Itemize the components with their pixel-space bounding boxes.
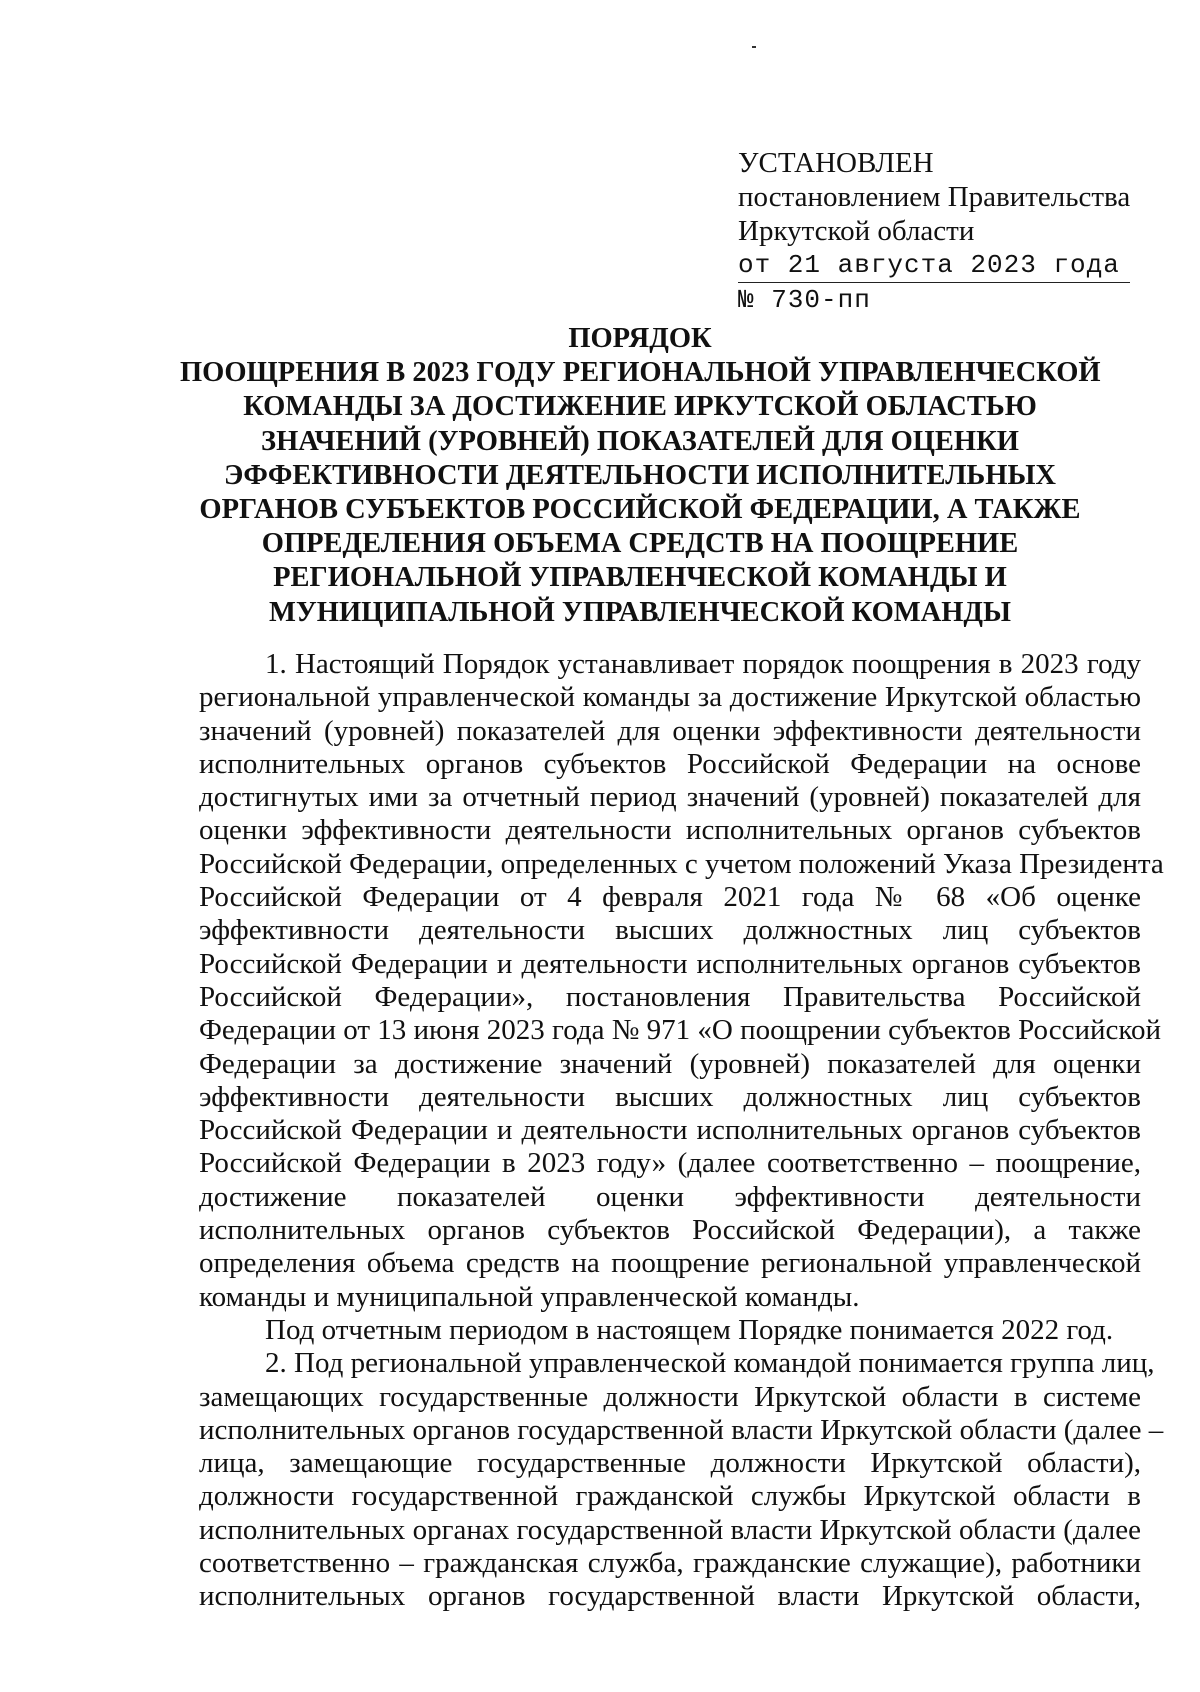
title-line: ПОРЯДОК bbox=[568, 323, 712, 354]
title-line: ЭФФЕКТИВНОСТИ ДЕЯТЕЛЬНОСТИ ИСПОЛНИТЕЛЬНЫХ bbox=[223, 459, 1057, 491]
paragraph-1-line: 1. Настоящий Порядок устанавливает порядок поощрения в 2023 году bbox=[265, 648, 1141, 680]
approval-date-line bbox=[738, 248, 1138, 283]
title-line: ПООЩРЕНИЯ В 2023 ГОДУ РЕГИОНАЛЬНОЙ УПРАВЛЕНЧЕСКОЙ bbox=[180, 357, 1101, 389]
approval-line: постановлением Правительства bbox=[738, 181, 1131, 213]
paragraph-1-line: Российской Федерации в 2023 году» (далее соответственно – поощрение, bbox=[199, 1147, 1141, 1180]
paragraph-1-line: значений (уровней) показателей для оценки эффективности деятельности bbox=[199, 714, 1141, 747]
approval-number: № 730-пп bbox=[738, 285, 871, 315]
document-title bbox=[180, 322, 1100, 630]
paragraph-1-line: Российской Федерации от 4 февраля 2021 года № 68 «Об оценке bbox=[199, 881, 1141, 914]
paragraph-1-line: Российской Федерации, определенных с учетом положений Указа Президента bbox=[199, 847, 1164, 880]
paragraph-2-line: лица, замещающие государственные должности Иркутской области), bbox=[199, 1447, 1141, 1480]
paragraph-1-line: Российской Федерации и деятельности исполнительных органов субъектов bbox=[199, 947, 1141, 980]
title-line: РЕГИОНАЛЬНОЙ УПРАВЛЕНЧЕСКОЙ КОМАНДЫ И bbox=[273, 562, 1007, 594]
paragraph-2-line: исполнительных органах государственной власти Иркутской области (далее bbox=[199, 1513, 1141, 1546]
title-line: ОРГАНОВ СУБЪЕКТОВ РОССИЙСКОЙ ФЕДЕРАЦИИ, А ТАКЖЕ bbox=[199, 494, 1081, 526]
scan-speck bbox=[752, 46, 756, 48]
paragraph-2-line: должности государственной гражданской службы Иркутской области в bbox=[199, 1480, 1141, 1513]
paragraph-1-line: исполнительных органов субъектов Российской Федерации), а также bbox=[199, 1214, 1141, 1247]
paragraph-1-line: Федерации от 13 июня 2023 года № 971 «О поощрении субъектов Российской bbox=[199, 1014, 1162, 1047]
paragraph-1-line: достижение показателей оценки эффективности деятельности bbox=[199, 1180, 1141, 1213]
paragraph-2-line: исполнительных органов государственной власти Иркутской области (далее – bbox=[199, 1413, 1164, 1446]
reporting-period-line: Под отчетным периодом в настоящем Порядке понимается 2022 год. bbox=[265, 1313, 1114, 1346]
approval-stamp bbox=[738, 146, 1138, 317]
paragraph-1-line: достигнутых ими за отчетный период значений (уровней) показателей для bbox=[199, 781, 1141, 814]
approval-date: от 21 августа 2023 года bbox=[738, 248, 1130, 283]
title-line: МУНИЦИПАЛЬНОЙ УПРАВЛЕНЧЕСКОЙ КОМАНДЫ bbox=[268, 596, 1011, 628]
paragraph-1-line: Российской Федерации и деятельности исполнительных органов субъектов bbox=[199, 1114, 1141, 1147]
title-line: КОМАНДЫ ЗА ДОСТИЖЕНИЕ ИРКУТСКОЙ ОБЛАСТЬЮ bbox=[243, 391, 1037, 423]
paragraph-1-line: команды и муниципальной управленческой команды. bbox=[199, 1280, 860, 1313]
title-line: ЗНАЧЕНИЙ (УРОВНЕЙ) ПОКАЗАТЕЛЕЙ ДЛЯ ОЦЕНКИ bbox=[261, 425, 1019, 457]
approval-line: УСТАНОВЛЕН bbox=[738, 147, 934, 179]
paragraph-1-line: эффективности деятельности высших должностных лиц субъектов bbox=[199, 1080, 1141, 1113]
paragraph-2-line: замещающих государственные должности Иркутской области в системе bbox=[199, 1380, 1141, 1413]
paragraph-2-line: 2. Под региональной управленческой командой понимается группа лиц, bbox=[265, 1347, 1155, 1380]
paragraph-1-line: определения объема средств на поощрение региональной управленческой bbox=[199, 1247, 1141, 1280]
paragraph-2-line: исполнительных органов государственной власти Иркутской области, bbox=[199, 1580, 1141, 1613]
paragraph-1-line: Российской Федерации», постановления Правительства Российской bbox=[199, 980, 1141, 1013]
paragraph-1-line: эффективности деятельности высших должностных лиц субъектов bbox=[199, 914, 1141, 947]
paragraph-1-line: исполнительных органов субъектов Российской Федерации на основе bbox=[199, 747, 1141, 780]
approval-line: Иркутской области bbox=[738, 215, 975, 247]
paragraph-1-line: региональной управленческой команды за достижение Иркутской областью bbox=[199, 681, 1141, 714]
title-line: ОПРЕДЕЛЕНИЯ ОБЪЕМА СРЕДСТВ НА ПООЩРЕНИЕ bbox=[261, 528, 1019, 560]
paragraph-2-line: соответственно – гражданская служба, гражданские служащие), работники bbox=[199, 1547, 1141, 1580]
paragraph-1-line: Федерации за достижение значений (уровней) показателей для оценки bbox=[199, 1047, 1141, 1080]
paragraph-1-line: оценки эффективности деятельности исполнительных органов субъектов bbox=[199, 814, 1141, 847]
document-body bbox=[199, 648, 1164, 1614]
